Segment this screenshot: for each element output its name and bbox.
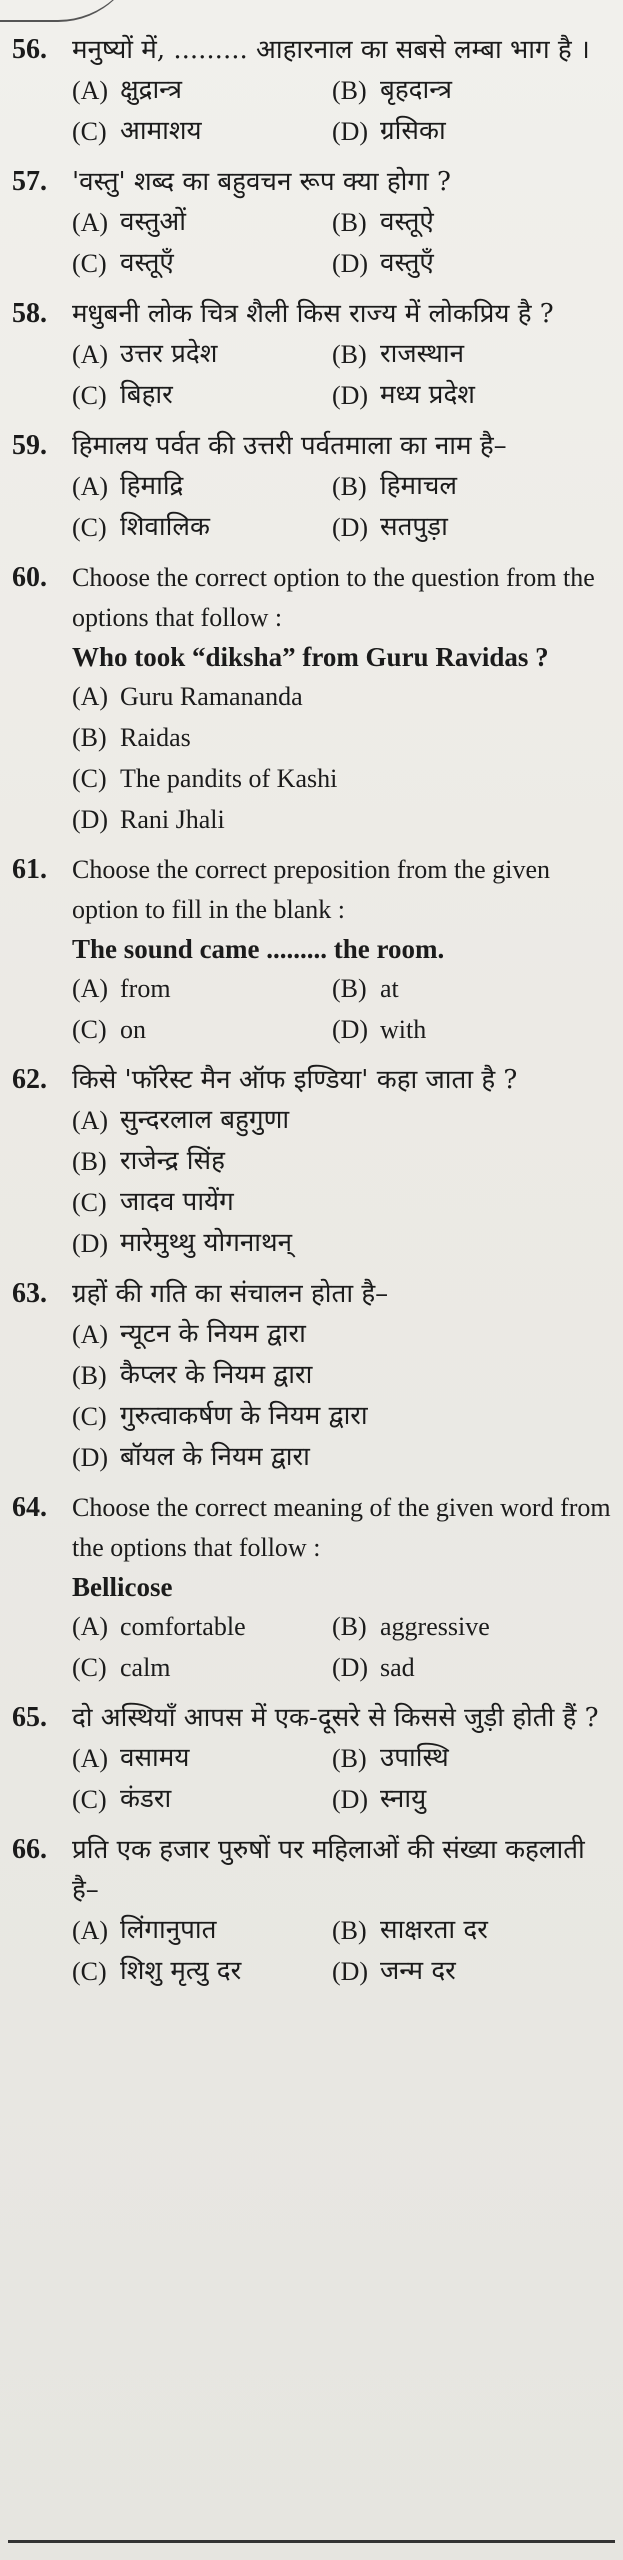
option-a [72,1910,332,1951]
option-d [332,111,612,152]
option-c [72,1182,612,1223]
options-list [72,1100,612,1264]
option-label: (B) [72,723,107,752]
question-57 [12,162,612,284]
option-b [332,968,612,1009]
option-c [72,1009,332,1050]
option-text: क्षुद्रान्त्र [120,75,182,105]
question-56 [12,30,612,152]
option-c [72,507,332,548]
option-b [332,1738,612,1779]
question-number: 59. [12,430,47,461]
option-a [72,466,332,507]
option-label: (A) [72,1612,109,1641]
option-text: हिमाचल [380,471,457,501]
question-head [12,1488,612,1568]
question-text: हिमालय पर्वत की उत्तरी पर्वतमाला का नाम है– [72,431,507,461]
option-label: (B) [72,1361,107,1390]
option-text: from [120,974,171,1003]
question-prompt: The sound came ......... the room. [72,934,445,964]
option-label: (D) [332,249,369,278]
question-text: 'वस्तु' शब्द का बहुवचन रूप क्या होगा ? [72,167,451,197]
question-head [12,162,612,202]
option-text: बिहार [120,380,173,410]
question-number: 66. [12,1834,47,1865]
option-text: न्यूटन के नियम द्वारा [120,1319,306,1349]
option-a [72,334,332,375]
option-d [332,1951,612,1992]
question-59 [12,426,612,548]
option-label: (A) [72,682,109,711]
option-label: (B) [332,472,367,501]
option-c [72,1951,332,1992]
option-label: (B) [332,974,367,1003]
option-text: वस्तूएँ [120,248,174,278]
page-corner-mark [0,0,140,22]
option-text: हिमाद्रि [120,471,184,501]
question-66 [12,1830,612,1992]
options-list [72,968,612,1050]
option-text: सुन्दरलाल बहुगुणा [120,1105,290,1135]
options-list [72,202,612,284]
option-label: (B) [332,1612,367,1641]
option-text: उत्तर प्रदेश [120,339,218,369]
option-a [72,1100,612,1141]
question-65 [12,1698,612,1820]
option-text: वसामय [120,1743,190,1773]
option-text: बृहदान्त्र [380,75,452,105]
option-c [72,758,612,799]
option-text: वस्तुएँ [380,248,434,278]
option-a [72,70,332,111]
option-a [72,1314,612,1355]
question-64 [12,1488,612,1688]
question-prompt: Bellicose [72,1572,173,1602]
option-label: (A) [72,1916,109,1945]
option-text: स्नायु [380,1784,427,1814]
option-label: (C) [72,1015,107,1044]
options-list [72,70,612,152]
option-b [332,70,612,111]
option-text: comfortable [120,1612,246,1641]
option-label: (C) [72,249,107,278]
option-a [72,676,612,717]
question-number: 58. [12,298,47,329]
option-a [72,202,332,243]
question-number: 65. [12,1702,47,1733]
option-d [332,1009,612,1050]
option-label: (A) [72,208,109,237]
question-head [12,850,612,930]
question-text: Choose the correct option to the question from the options that follow : [72,563,595,632]
question-number: 60. [12,562,47,593]
option-text: Raidas [120,723,191,752]
option-d [72,1223,612,1264]
option-text: बॉयल के नियम द्वारा [120,1442,310,1472]
option-c [72,1647,332,1688]
option-text: मध्य प्रदेश [380,380,475,410]
option-label: (B) [332,1916,367,1945]
question-list [12,30,612,2002]
options-list [72,1910,612,1992]
option-text: वस्तूऐ [380,207,434,237]
question-number: 57. [12,166,47,197]
options-list [72,1606,612,1688]
option-text: साक्षरता दर [380,1915,488,1945]
question-number: 62. [12,1064,47,1095]
option-label: (C) [72,513,107,542]
question-text: प्रति एक हजार पुरुषों पर महिलाओं की संख्या कहलाती है– [72,1835,585,1905]
question-head [12,426,612,466]
question-61 [12,850,612,1050]
options-list [72,334,612,416]
option-text: मारेमुथ्थु योगनाथन् [120,1228,293,1258]
option-label: (D) [332,1653,369,1682]
option-text: कैप्लर के नियम द्वारा [120,1360,313,1390]
option-b [72,1355,612,1396]
option-c [72,111,332,152]
option-label: (D) [332,117,369,146]
option-label: (D) [72,805,109,834]
option-label: (B) [72,1147,107,1176]
option-label: (B) [332,1744,367,1773]
question-60 [12,558,612,840]
option-label: (A) [72,1320,109,1349]
option-text: शिशु मृत्यु दर [120,1956,242,1986]
option-text: Guru Ramananda [120,682,303,711]
option-text: वस्तुओं [120,207,186,237]
question-head [12,1830,612,1910]
option-text: ग्रसिका [380,116,446,146]
question-text: ग्रहों की गति का संचालन होता है– [72,1279,389,1309]
option-d [72,799,612,840]
option-label: (C) [72,1188,107,1217]
option-text: at [380,974,399,1003]
option-text: calm [120,1653,171,1682]
option-b [332,466,612,507]
option-d [332,375,612,416]
option-label: (D) [332,513,369,542]
option-text: on [120,1015,146,1044]
option-text: जन्म दर [380,1956,456,1986]
option-a [72,968,332,1009]
option-text: कंडरा [120,1784,172,1814]
option-d [332,507,612,548]
question-63 [12,1274,612,1478]
question-number: 56. [12,34,47,65]
option-b [72,717,612,758]
option-d [72,1437,612,1478]
option-text: शिवालिक [120,512,210,542]
option-text: आमाशय [120,116,202,146]
options-list [72,1738,612,1820]
option-label: (C) [72,381,107,410]
question-number: 63. [12,1278,47,1309]
option-text: सतपुड़ा [380,512,448,542]
option-text: राजस्थान [380,339,465,369]
option-label: (D) [332,1015,369,1044]
option-label: (D) [332,1785,369,1814]
option-c [72,1779,332,1820]
options-list [72,1314,612,1478]
option-c [72,375,332,416]
question-number: 61. [12,854,47,885]
question-head [12,1274,612,1314]
option-label: (B) [332,208,367,237]
option-label: (A) [72,1744,109,1773]
question-head [12,558,612,638]
question-text: मनुष्यों में, ......... आहारनाल का सबसे लम्बा भाग है । [72,35,590,65]
option-text: जादव पायेंग [120,1187,234,1217]
option-text: with [380,1015,427,1044]
question-text: Choose the correct preposition from the given option to fill in the blank : [72,855,550,924]
option-text: लिंगानुपात [120,1915,217,1945]
option-text: राजेन्द्र सिंह [120,1146,225,1176]
option-label: (D) [72,1229,109,1258]
option-a [72,1606,332,1647]
option-label: (A) [72,340,109,369]
option-text: sad [380,1653,415,1682]
option-c [72,243,332,284]
option-label: (C) [72,1785,107,1814]
option-label: (B) [332,76,367,105]
option-b [332,1606,612,1647]
question-text: किसे 'फॉरेस्ट मैन ऑफ इण्डिया' कहा जाता है ? [72,1065,518,1095]
option-d [332,1779,612,1820]
option-a [72,1738,332,1779]
question-head [12,294,612,334]
question-head [12,1698,612,1738]
option-b [332,334,612,375]
option-label: (A) [72,974,109,1003]
option-label: (C) [72,1653,107,1682]
question-text: मधुबनी लोक चित्र शैली किस राज्य में लोकप्रिय है ? [72,299,554,329]
question-number: 64. [12,1492,47,1523]
options-list [72,466,612,548]
option-label: (D) [72,1443,109,1472]
option-label: (D) [332,1957,369,1986]
option-text: aggressive [380,1612,490,1641]
option-label: (B) [332,340,367,369]
question-head [12,30,612,70]
bottom-divider [8,2540,615,2543]
question-62 [12,1060,612,1264]
option-label: (C) [72,117,107,146]
option-text: Rani Jhali [120,805,225,834]
option-label: (C) [72,1957,107,1986]
option-text: उपास्थि [380,1743,449,1773]
option-text: गुरुत्वाकर्षण के नियम द्वारा [120,1401,368,1431]
question-text: दो अस्थियाँ आपस में एक-दूसरे से किससे जुड़ी होती हैं ? [72,1703,599,1733]
option-d [332,1647,612,1688]
option-b [72,1141,612,1182]
option-b [332,1910,612,1951]
question-prompt: Who took “diksha” from Guru Ravidas ? [72,642,549,672]
option-b [332,202,612,243]
option-label: (A) [72,1106,109,1135]
option-label: (D) [332,381,369,410]
option-label: (A) [72,76,109,105]
question-head [12,1060,612,1100]
options-list [72,676,612,840]
option-d [332,243,612,284]
option-label: (C) [72,1402,107,1431]
option-c [72,1396,612,1437]
option-text: The pandits of Kashi [120,764,338,793]
option-label: (C) [72,764,107,793]
question-58 [12,294,612,416]
question-text: Choose the correct meaning of the given word from the options that follow : [72,1493,611,1562]
option-label: (A) [72,472,109,501]
